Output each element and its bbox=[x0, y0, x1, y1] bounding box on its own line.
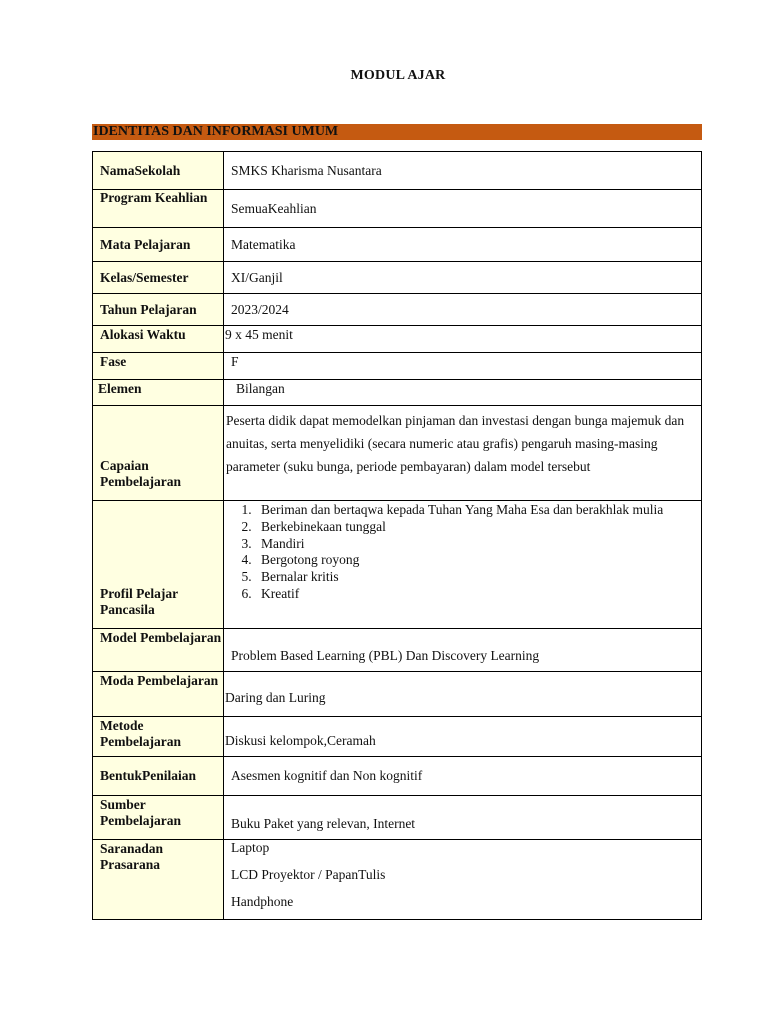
value-kelas-semester: XI/Ganjil bbox=[224, 262, 702, 294]
table-row bbox=[93, 326, 702, 353]
capaian-text: Peserta didik dapat memodelkan pinjaman dan investasi dengan bunga majemuk dan anuitas, serta menyelidiki (secara numeric atau grafis) pengaruh masing-masing parameter (suku bunga, periode pembayaran) dalam model tersebut bbox=[226, 413, 685, 474]
table-row bbox=[93, 629, 702, 672]
value-bentuk-penilaian: Asesmen kognitif dan Non kognitif bbox=[224, 757, 702, 796]
list-item: 5. Bernalar kritis bbox=[255, 569, 701, 586]
label-alokasi-waktu: Alokasi Waktu bbox=[93, 326, 224, 353]
table-row bbox=[93, 796, 702, 840]
label-tahun-pelajaran: Tahun Pelajaran bbox=[93, 294, 224, 326]
table-row bbox=[93, 190, 702, 228]
profil-list bbox=[225, 502, 701, 603]
list-item: Handphone bbox=[231, 894, 294, 909]
list-item: 4. Bergotong royong bbox=[255, 552, 701, 569]
value-alokasi-waktu: 9 x 45 menit bbox=[224, 326, 702, 353]
label-elemen: Elemen bbox=[93, 380, 224, 406]
label-bentuk-penilaian: BentukPenilaian bbox=[93, 757, 224, 796]
value-sarana-prasarana bbox=[224, 840, 702, 920]
label-capaian-pembelajaran: Capaian Pembelajaran bbox=[93, 406, 224, 501]
table-row bbox=[93, 840, 702, 920]
label-fase: Fase bbox=[93, 353, 224, 380]
table-row bbox=[93, 353, 702, 380]
value-nama-sekolah: SMKS Kharisma Nusantara bbox=[224, 152, 702, 190]
table-row bbox=[93, 406, 702, 501]
table-row bbox=[93, 757, 702, 796]
label-sumber-pembelajaran: Sumber Pembelajaran bbox=[93, 796, 224, 840]
label-model-pembelajaran: Model Pembelajaran bbox=[93, 629, 224, 672]
table-row bbox=[93, 717, 702, 757]
list-item: 2. Berkebinekaan tunggal bbox=[255, 519, 701, 536]
label-mata-pelajaran: Mata Pelajaran bbox=[93, 228, 224, 262]
value-sumber-pembelajaran: Buku Paket yang relevan, Internet bbox=[224, 796, 702, 840]
table-row bbox=[93, 672, 702, 717]
table-row bbox=[93, 501, 702, 629]
value-program-keahlian: SemuaKeahlian bbox=[224, 190, 702, 228]
list-item: Laptop bbox=[231, 840, 270, 855]
label-sarana-prasarana: Saranadan Prasarana bbox=[93, 840, 224, 920]
list-item: LCD Proyektor / PapanTulis bbox=[231, 867, 386, 882]
label-program-keahlian: Program Keahlian bbox=[93, 190, 224, 228]
value-tahun-pelajaran: 2023/2024 bbox=[224, 294, 702, 326]
value-capaian-pembelajaran bbox=[224, 406, 702, 501]
table-row bbox=[93, 380, 702, 406]
value-profil-pelajar bbox=[224, 501, 702, 629]
value-elemen: Bilangan bbox=[224, 380, 702, 406]
list-item: 1. Beriman dan bertaqwa kepada Tuhan Yang Maha Esa dan berakhlak mulia bbox=[255, 502, 701, 519]
table-row bbox=[93, 152, 702, 190]
section-header: IDENTITAS DAN INFORMASI UMUM bbox=[92, 124, 702, 140]
document-title: MODUL AJAR bbox=[350, 68, 446, 83]
identity-table bbox=[92, 151, 702, 920]
value-moda-pembelajaran: Daring dan Luring bbox=[224, 672, 702, 717]
label-profil-pelajar: Profil Pelajar Pancasila bbox=[93, 501, 224, 629]
list-item: 3. Mandiri bbox=[255, 536, 701, 553]
value-mata-pelajaran: Matematika bbox=[224, 228, 702, 262]
table-row bbox=[93, 262, 702, 294]
label-kelas-semester: Kelas/Semester bbox=[93, 262, 224, 294]
table-row bbox=[93, 294, 702, 326]
list-item: 6. Kreatif bbox=[255, 586, 701, 603]
label-metode-pembelajaran: Metode Pembelajaran bbox=[93, 717, 224, 757]
label-nama-sekolah: NamaSekolah bbox=[93, 152, 224, 190]
value-fase: F bbox=[224, 353, 702, 380]
table-row bbox=[93, 228, 702, 262]
value-metode-pembelajaran: Diskusi kelompok,Ceramah bbox=[224, 717, 702, 757]
label-moda-pembelajaran: Moda Pembelajaran bbox=[93, 672, 224, 717]
value-model-pembelajaran: Problem Based Learning (PBL) Dan Discovery Learning bbox=[224, 629, 702, 672]
